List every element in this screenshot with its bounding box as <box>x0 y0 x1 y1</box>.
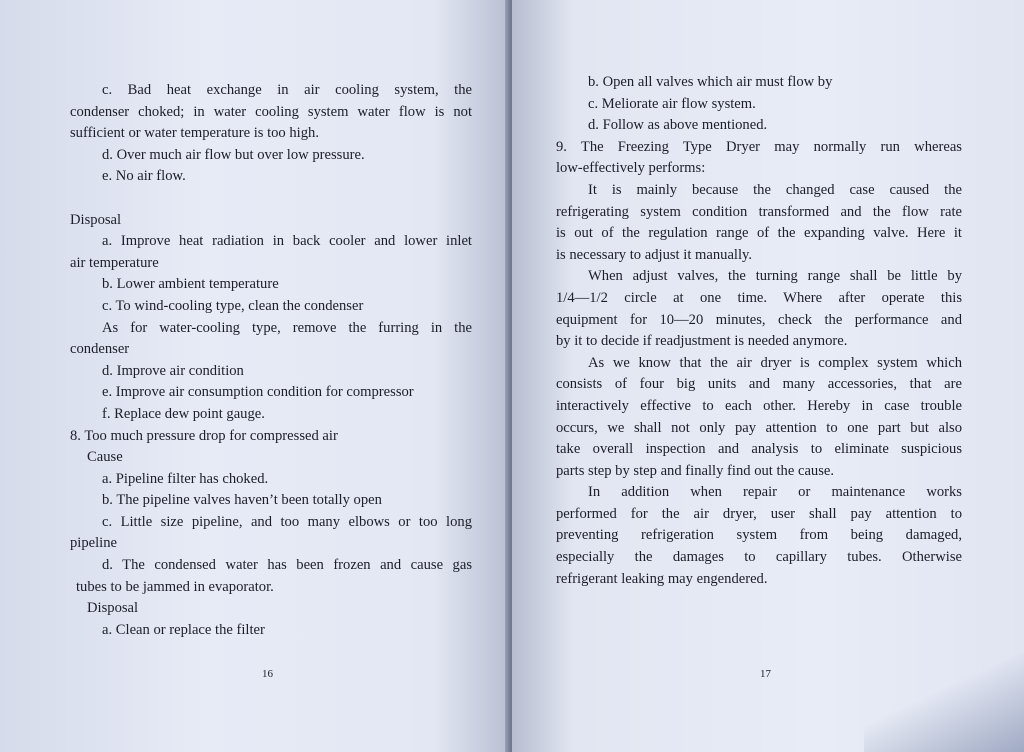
subheading: Disposal <box>87 600 139 617</box>
text-line: d. Follow as above mentioned. <box>588 117 768 134</box>
text-line: performed for the air dryer, user shall pay attention to <box>556 505 962 522</box>
text-line: equipment for 10—20 minutes, check the performance and <box>556 311 962 328</box>
text-line: d. Improve air condition <box>102 362 244 379</box>
text-line: air temperature <box>70 254 159 271</box>
text-line: a. Improve heat radiation in back cooler and lower inlet <box>102 233 472 250</box>
text-line: e. No air flow. <box>102 168 186 185</box>
text-line: It is mainly because the changed case caused the <box>588 181 962 198</box>
text-line: pipeline <box>70 535 118 552</box>
text-line: As for water-cooling type, remove the furring in the <box>102 319 472 336</box>
text-line: is necessary to adjust it manually. <box>556 246 753 263</box>
text-line: a. Clean or replace the filter <box>102 621 265 638</box>
text-line: c. Little size pipeline, and too many elbows or too long <box>102 513 472 530</box>
text-line: condenser <box>70 341 130 358</box>
left-page <box>0 0 510 752</box>
page-number: 17 <box>760 668 771 681</box>
text-line: is out of the regulation range of the expanding valve. Here it <box>556 225 962 242</box>
text-line: tubes to be jammed in evaporator. <box>76 578 274 595</box>
text-line: c. Meliorate air flow system. <box>588 95 756 112</box>
text-line: condenser choked; in water cooling system water flow is not <box>70 103 472 120</box>
text-line: especially the damages to capillary tubes. Otherwise <box>556 549 962 566</box>
section-heading: Disposal <box>70 211 122 228</box>
section-heading: 9. The Freezing Type Dryer may normally run whereas <box>556 138 962 155</box>
text-line: d. The condensed water has been frozen and cause gas <box>102 557 472 574</box>
text-line: take overall inspection and analysis to eliminate suspicious <box>556 441 962 458</box>
subheading: Cause <box>87 449 123 466</box>
text-line: 1/4—1/2 circle at one time. Where after operate this <box>556 289 962 306</box>
right-page <box>512 0 1024 752</box>
text-line: As we know that the air dryer is complex system which <box>588 354 962 371</box>
text-line: a. Pipeline filter has choked. <box>102 470 269 487</box>
text-line: by it to decide if readjustment is needed anymore. <box>556 333 848 350</box>
text-line: In addition when repair or maintenance works <box>588 484 962 501</box>
text-line: refrigerant leaking may engendered. <box>556 570 768 587</box>
text-line: preventing refrigeration system from being damaged, <box>556 527 962 544</box>
page-number: 16 <box>262 668 273 681</box>
text-line: d. Over much air flow but over low pressure. <box>102 146 365 163</box>
text-line: c. To wind-cooling type, clean the condenser <box>102 297 364 314</box>
text-line: refrigerating system condition transformed and the flow rate <box>556 203 962 220</box>
text-line: parts step by step and finally find out the cause. <box>556 462 835 479</box>
section-heading: 8. Too much pressure drop for compressed air <box>70 427 338 444</box>
text-line: f. Replace dew point gauge. <box>102 405 265 422</box>
text-line: e. Improve air consumption condition for compressor <box>102 384 414 401</box>
text-line: sufficient or water temperature is too high. <box>70 125 319 142</box>
text-line: When adjust valves, the turning range shall be little by <box>588 268 962 285</box>
text-line: b. The pipeline valves haven’t been totally open <box>102 492 382 509</box>
text-line: consists of four big units and many accessories, that are <box>556 376 962 393</box>
text-line: low-effectively performs: <box>556 160 706 177</box>
text-line: interactively effective to each other. Hereby in case trouble <box>556 397 962 414</box>
text-line: b. Lower ambient temperature <box>102 276 279 293</box>
text-line: b. Open all valves which air must flow by <box>588 74 833 90</box>
page-shadow <box>864 622 1024 752</box>
text-line: occurs, we shall not only pay attention to one part but also <box>556 419 962 436</box>
blank-line <box>70 188 472 210</box>
text-line: c. Bad heat exchange in air cooling system, the <box>102 82 472 98</box>
